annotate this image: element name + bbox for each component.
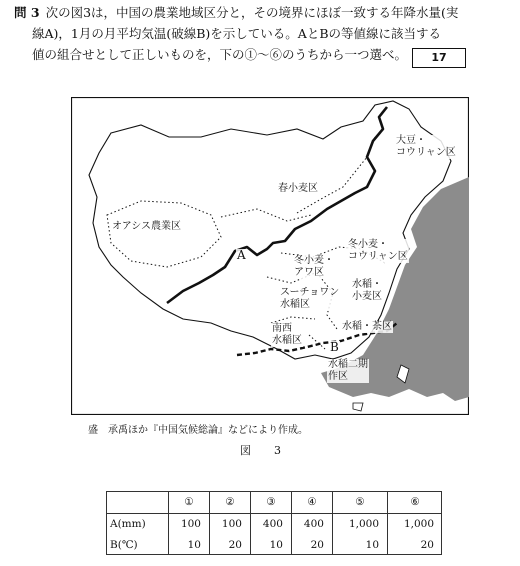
label-double-cropping-rice: 水稲二期 作区 [328, 359, 368, 382]
question-line-3: 値の組合せとして正しいものを，下の①～⑥のうちから一つ選べ。 [32, 47, 408, 62]
question-number: 問 3 [14, 5, 40, 20]
answer-number-box: 17 [412, 48, 466, 68]
label-rice-tea: 水稲・茶区 [342, 321, 392, 332]
choice-header: ⑤ [332, 491, 387, 514]
table-cell: 1,000 [332, 514, 387, 535]
label-southwest-rice: 南西 水稲区 [272, 323, 302, 346]
table-cell: 10 [169, 535, 210, 555]
table-cell: 10 [250, 535, 291, 555]
label-spring-wheat: 春小麦区 [278, 183, 318, 194]
table-row [106, 514, 442, 535]
label-winter-wheat-millet: 冬小麦・ アワ区 [294, 255, 334, 278]
answer-choices-table [106, 491, 442, 555]
table-cell: 1,000 [388, 514, 442, 535]
label-line-a: A [237, 248, 246, 262]
choice-header: ⑥ [388, 491, 442, 514]
table-cell: 10 [332, 535, 387, 555]
label-sichuan-rice: スーチョワン 水稲区 [280, 287, 340, 310]
table-cell: 100 [209, 514, 250, 535]
choice-header: ① [169, 491, 210, 514]
row-label: A(mm) [110, 518, 146, 531]
table-cell: 20 [388, 535, 442, 555]
table-row [106, 535, 442, 555]
table-corner-cell [106, 491, 169, 514]
source-note: 盛 承禹ほか『中国気候総論』などにより作成。 [88, 425, 308, 436]
choice-header: ② [209, 491, 250, 514]
label-line-b: B [330, 340, 339, 354]
table-header-row [106, 491, 442, 514]
question-line-1: 問 3 次の図3は，中国の農業地域区分と，その境界にほぼ一致する年降水量(実 [14, 5, 459, 20]
table-cell: 100 [169, 514, 210, 535]
row-label: B(℃) [110, 538, 138, 551]
table-cell: 400 [250, 514, 291, 535]
label-winter-wheat-sorghum: 冬小麦・ コウリャン区 [348, 239, 408, 262]
label-oasis: オアシス農業区 [112, 221, 181, 232]
china-agriculture-map [71, 97, 469, 415]
choice-header: ③ [250, 491, 291, 514]
label-rice-wheat: 水稲・ 小麦区 [352, 279, 382, 302]
table-cell: 20 [209, 535, 250, 555]
question-line-2: 線A)，1月の月平均気温(破線B)を示している。AとBの等値線に該当する [32, 26, 442, 41]
table-cell: 20 [291, 535, 332, 555]
figure-caption: 図 3 [240, 444, 287, 457]
table-cell: 400 [291, 514, 332, 535]
choice-header: ④ [291, 491, 332, 514]
label-soybean-sorghum: 大豆・ コウリャン区 [396, 135, 456, 158]
